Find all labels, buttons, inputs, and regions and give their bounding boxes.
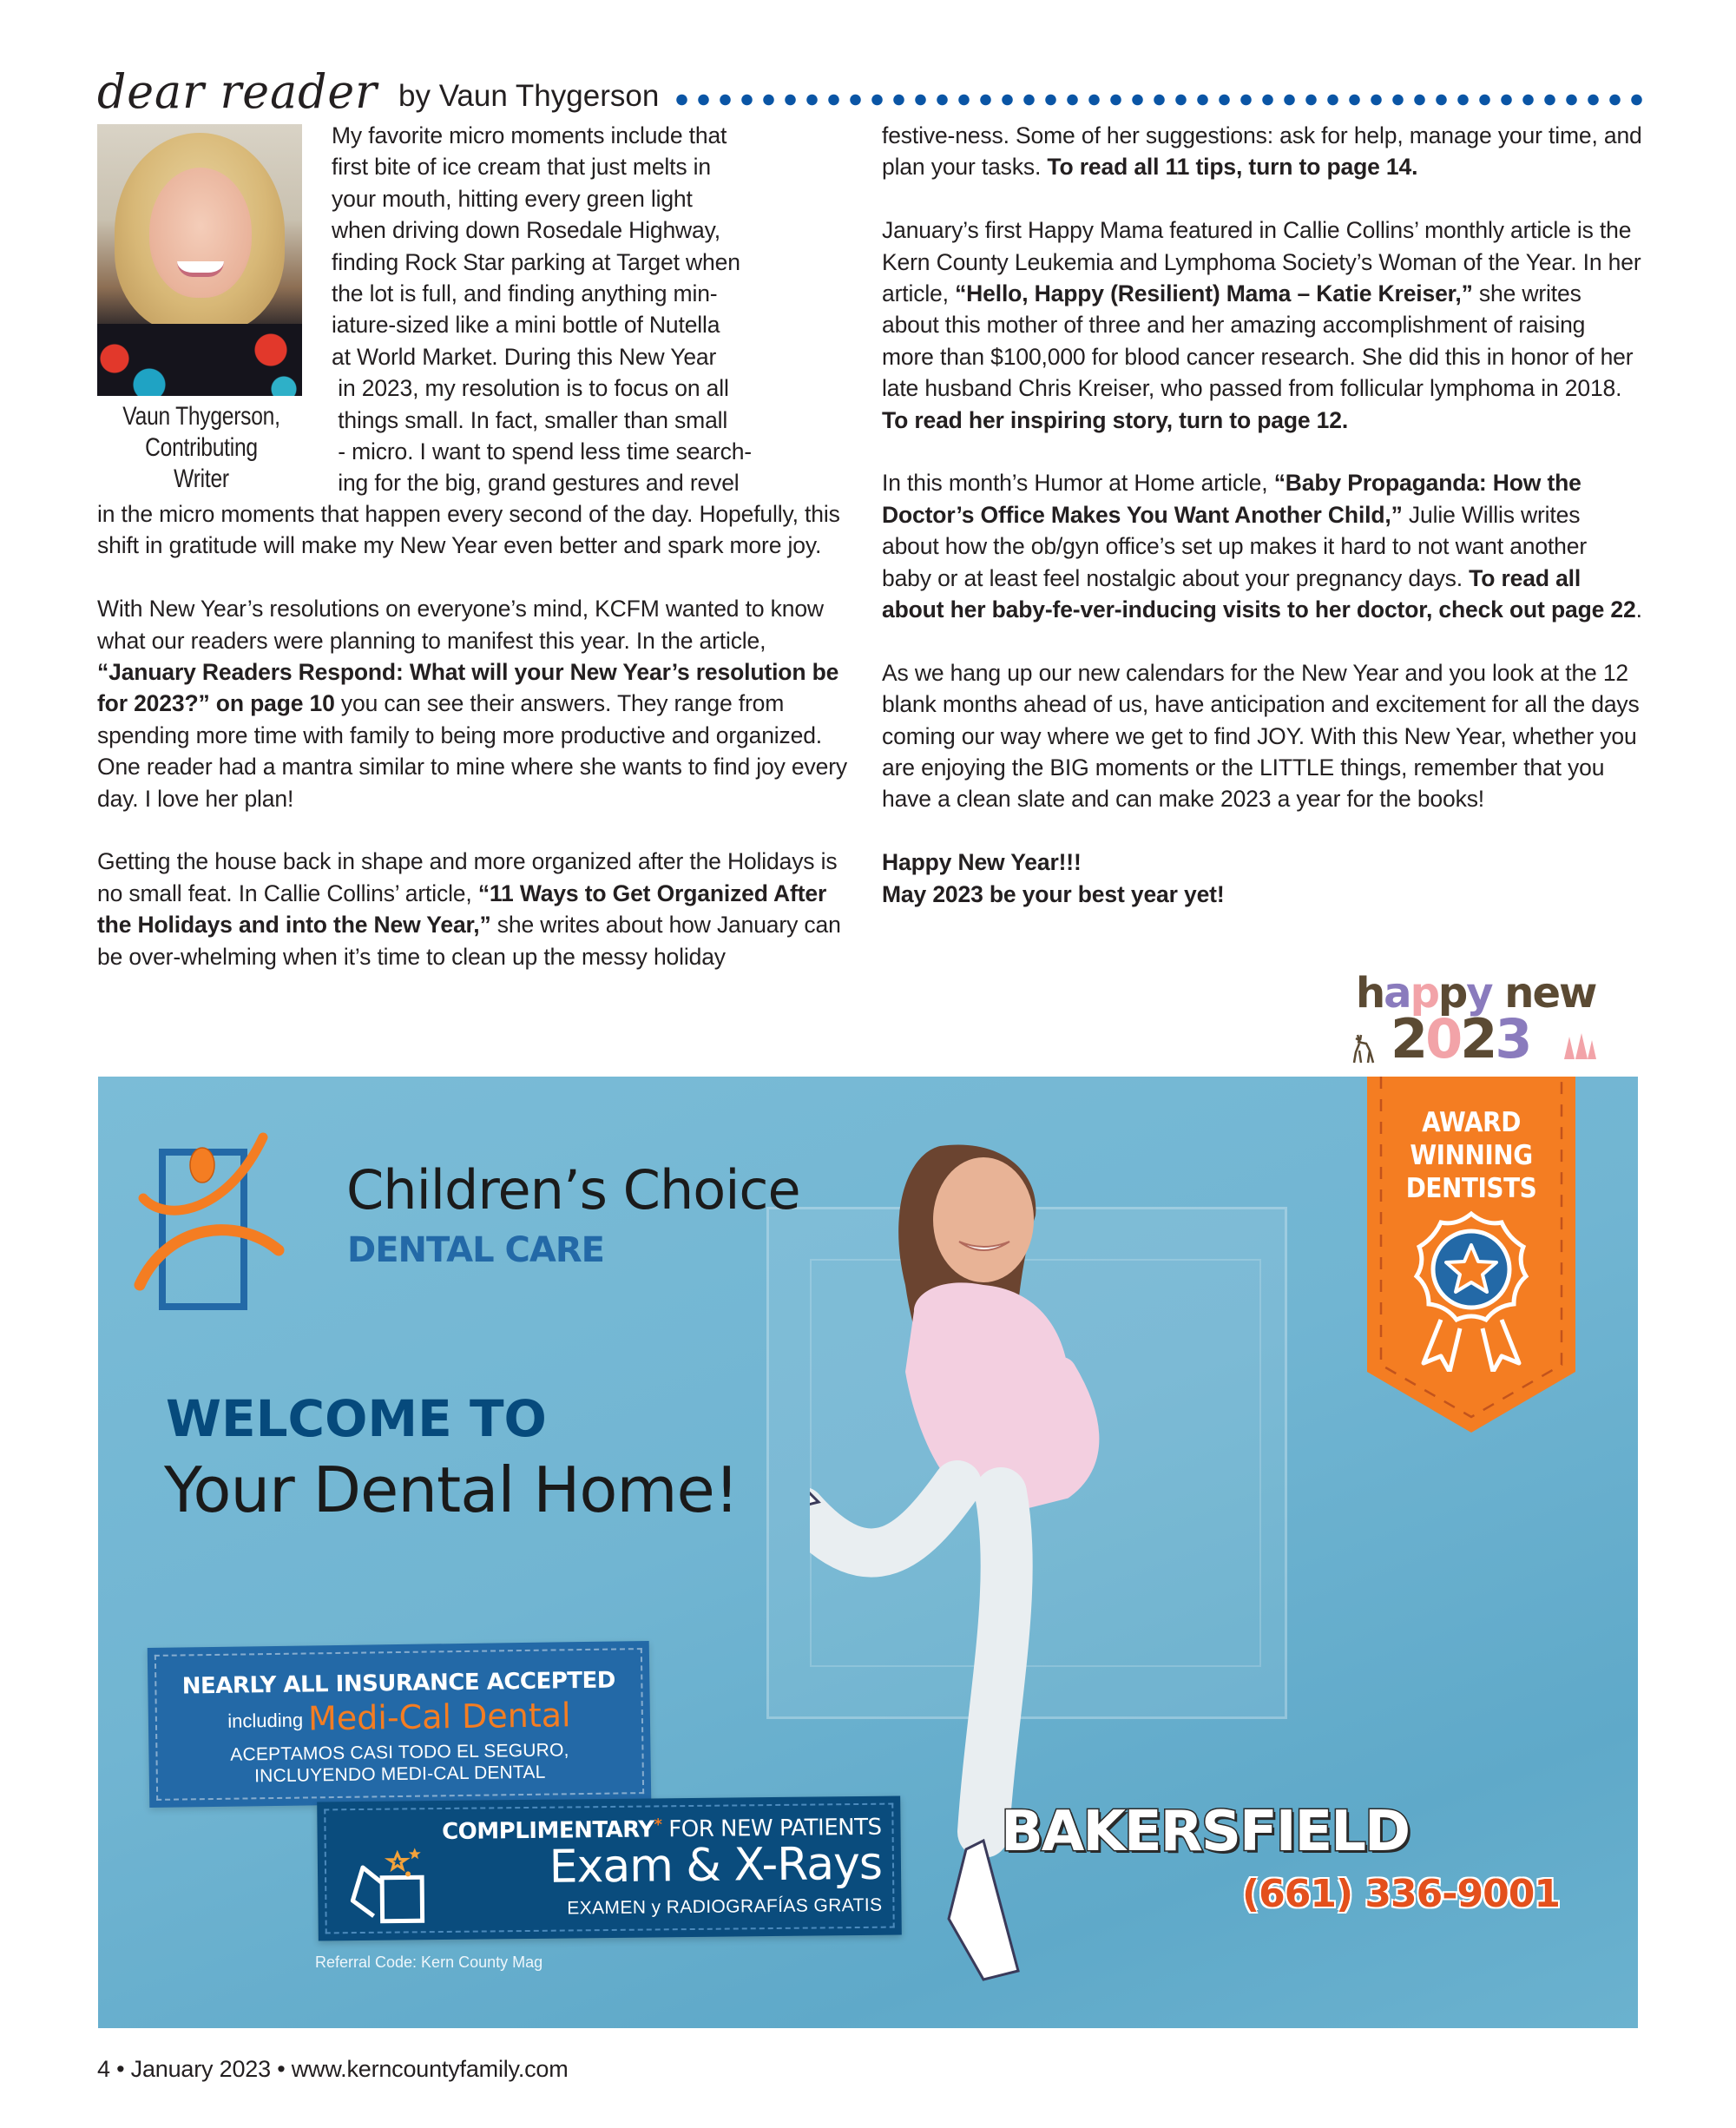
text-run: she writes about this mother of three and her amazing accomplishment of raising more than $100,000 for blood cancer research. She did this in honor of her late husband Chris Kreiser, who passed from follicular lymphoma in 2018.	[882, 280, 1634, 402]
ribbon-text	[1378, 1106, 1565, 1205]
text-run: With New Year’s resolutions on everyone’s mind, KCFM wanted to know what our readers were planning to manifest this year. In the article,	[97, 596, 824, 654]
pine-trees-icon	[1562, 1033, 1597, 1064]
intro-line: finding Rock Star parking at Target when	[332, 248, 740, 275]
signoff-line-2: May 2023 be your best year yet!	[882, 880, 1225, 907]
insurance-spanish-line-1: ACEPTAMOS CASI TODO EL SEGURO,	[230, 1740, 569, 1765]
article-reference-get-organized: “11 Ways to Get Organized After the Holidays and into the New Year,”	[97, 880, 827, 939]
award-medal-star-icon	[1406, 1207, 1536, 1372]
paragraph-organized-continued	[882, 120, 1642, 183]
offer-spanish: EXAMEN y RADIOGRAFÍAS GRATIS	[567, 1894, 883, 1919]
page-reference-12: To read her inspiring story, turn to page 12.	[882, 406, 1349, 433]
brand-subtitle: DENTAL CARE	[347, 1230, 604, 1270]
referral-code: Referral Code: Kern County Mag	[315, 1953, 543, 1971]
page-reference-14: To read all 11 tips, turn to page 14.	[1047, 154, 1418, 181]
ribbon-line: WINNING	[1410, 1140, 1533, 1171]
gift-box-icon	[347, 1848, 435, 1927]
brand-name: Children’s Choice	[346, 1158, 800, 1222]
ribbon-line: AWARD	[1422, 1107, 1521, 1138]
paragraph-intro-tail: in the micro moments that happen every second of the day. Hopefully, this shift in gratitude will make my New Year even better and spark more joy.	[97, 501, 840, 559]
intro-line: when driving down Rosedale Highway,	[332, 217, 720, 244]
byline: by Vaun Thygerson	[398, 79, 660, 113]
article-header	[97, 54, 1642, 120]
year-2023-wordmark: 2023	[1391, 1007, 1530, 1071]
text-run: In this month’s Humor at Home article,	[882, 470, 1274, 497]
right-column	[882, 120, 1642, 910]
text-run: Julie Willis writes about how the ob/gyn office’s set up makes it hard to not want another baby or at least feel nostalgic about your pregnancy days.	[882, 501, 1588, 591]
photo-floral-top-shape	[97, 324, 302, 396]
insurance-heading: NEARLY ALL INSURANCE ACCEPTED	[181, 1667, 616, 1700]
article-reference-happy-mama: “Hello, Happy (Resilient) Mama – Katie Kreiser,”	[955, 280, 1473, 307]
text-run: she writes about how January can be over-whelming when it’s time to clean up the messy holiday	[97, 912, 841, 970]
phone-number-link[interactable]: (661) 336-9001	[1242, 1872, 1560, 1916]
offer-asterisk: *	[654, 1815, 662, 1835]
intro-line: My favorite micro moments include that	[332, 122, 727, 148]
insurance-spanish-line-2: INCLUYENDO MEDI-CAL DENTAL	[253, 1762, 546, 1787]
intro-line: things small. In fact, smaller than small	[332, 406, 728, 433]
insurance-callout	[148, 1641, 652, 1808]
childrens-choice-logo-icon	[133, 1120, 285, 1302]
signoff-line-1: Happy New Year!!!	[882, 849, 1082, 876]
intro-line: the lot is full, and finding anything min-	[332, 280, 718, 307]
text-run: festive-ness. Some of her suggestions: ask for help, manage your time, and plan your tasks.	[882, 122, 1642, 181]
offer-complimentary: COMPLIMENTARY	[441, 1816, 654, 1846]
intro-line: in 2023, my resolution is to focus on all	[332, 375, 729, 402]
medi-cal-label: Medi-Cal Dental	[307, 1696, 571, 1738]
text-run: you can see their answers. They range from spending more time with family to being more productive and organized. One reader had a mantra similar to mine where she wants to find joy every day. I love her plan!	[97, 690, 847, 812]
paragraph-humor-at-home	[882, 467, 1642, 625]
award-ribbon-badge	[1367, 1077, 1575, 1433]
happy-new-wordmark: happy new	[1356, 969, 1596, 1018]
photo-face-shape	[149, 168, 252, 298]
author-caption	[116, 401, 287, 495]
page-footer: 4 • January 2023 • www.kerncountyfamily.com	[97, 2056, 569, 2082]
ad-subheadline: Your Dental Home!	[164, 1453, 739, 1526]
author-caption-name: Vaun Thygerson,	[122, 402, 280, 431]
author-caption-role: Contributing Writer	[145, 433, 258, 493]
dental-advertisement[interactable]	[98, 1077, 1638, 2028]
ad-headline: WELCOME TO	[166, 1389, 547, 1448]
intro-line: your mouth, hitting every green light	[332, 185, 693, 212]
dotted-rule-divider	[671, 94, 1642, 106]
intro-line: iature-sized like a mini bottle of Nutella	[332, 312, 720, 339]
left-column	[97, 498, 861, 972]
intro-line: ing for the big, grand gestures and revel	[332, 470, 740, 497]
intro-line: - micro. I want to spend less time search-	[332, 438, 752, 465]
section-title: dear reader	[97, 64, 378, 120]
reindeer-icon	[1351, 1033, 1377, 1064]
new-patient-offer-callout	[317, 1795, 902, 1940]
author-photo	[97, 124, 302, 396]
including-label: including	[227, 1709, 304, 1732]
offer-main: Exam & X-Rays	[549, 1837, 883, 1894]
text-run: Getting the house back in shape and more organized after the Holidays is no small feat. In Callie Collins’ article,	[97, 848, 838, 906]
offer-for-new-patients: FOR NEW PATIENTS	[661, 1814, 882, 1843]
article-reference-readers-respond: “January Readers Respond: What will your New Year’s resolution be for 2023?” on page 10	[97, 659, 839, 717]
signoff	[882, 847, 1642, 910]
intro-paragraph	[332, 120, 852, 499]
article-reference-baby-propaganda: “Baby Propaganda: How the Doctor’s Office Makes You Want Another Child,”	[882, 470, 1581, 528]
text-run: .	[1635, 596, 1642, 623]
page-reference-22: To read all about her baby-fe-ver-inducing visits to her doctor, check out page 22	[882, 564, 1636, 623]
intro-line: at World Market. During this New Year	[332, 343, 717, 370]
paragraph-closing: As we hang up our new calendars for the New Year and you look at the 12 blank months ahead of us, have anticipation and excitement for all the days coming our way where we get to find JOY. With this New Year, whether you are enjoying the BIG moments or the LITTLE things, remember that you have a clean slate and can make 2023 a year for the books!	[882, 659, 1640, 813]
intro-line: first bite of ice cream that just melts in	[332, 154, 711, 181]
ribbon-line: DENTISTS	[1405, 1173, 1537, 1204]
paragraph-resolutions	[97, 593, 861, 814]
text-run: January’s first Happy Mama featured in Callie Collins’ monthly article is the Kern County Leukemia and Lymphoma Society’s Woman of the Year. In her article,	[882, 217, 1641, 307]
insurance-including	[148, 1695, 651, 1740]
happy-new-year-illustration	[1345, 969, 1597, 1071]
location-city: BAKERSFIELD	[1001, 1800, 1410, 1864]
paragraph-organized	[97, 846, 861, 972]
paragraph-happy-mama	[882, 214, 1642, 436]
